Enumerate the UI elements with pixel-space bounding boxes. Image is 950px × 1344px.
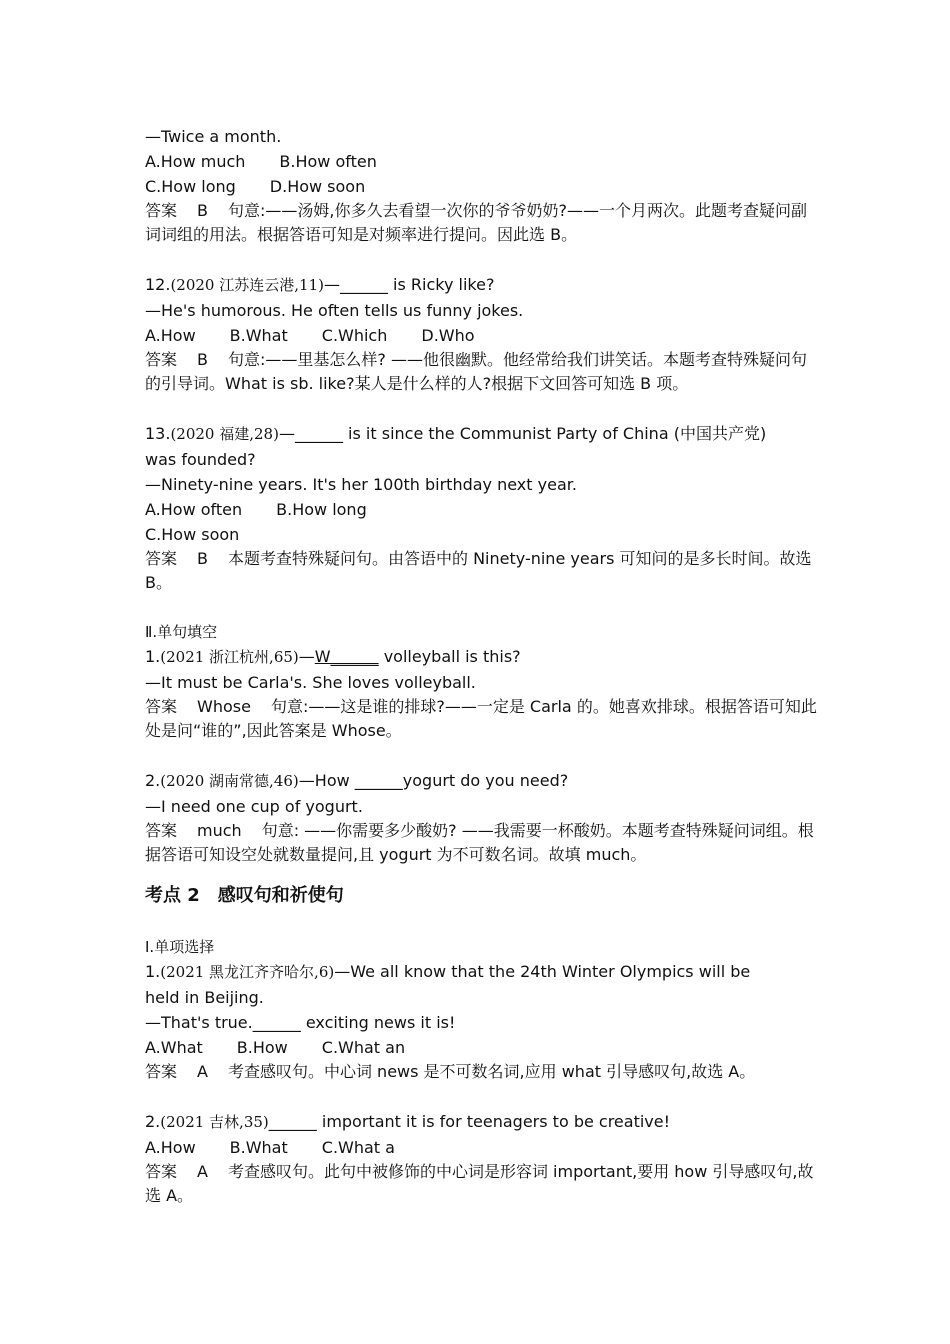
answer-key: B [197, 201, 208, 220]
answer-explanation: 句意:——汤姆,你多久去看望一次你的爷爷奶奶?——一个月两次。此题考查疑问副词词组的用法。根据答语可知是对频率进行提问。因此选 B。 [145, 201, 807, 244]
answer-label: 答案 [145, 821, 178, 840]
answer-label: 答案 [145, 1062, 178, 1081]
q11-answer [145, 199, 821, 247]
q11-option-a: A.How much [145, 152, 246, 171]
q13-option-b: B.How long [276, 500, 367, 519]
q12-option-b: B.What [229, 326, 288, 345]
q13-stem [145, 421, 825, 447]
q11-option-d: D.How soon [269, 177, 366, 196]
answer-key: B [197, 350, 208, 369]
question-text: —How ______yogurt do you need? [298, 771, 569, 790]
c2-options [145, 1135, 825, 1160]
q11-options-row2 [145, 174, 825, 199]
q13-reply: —Ninety-nine years. It's her 100th birthday next year. [145, 475, 577, 494]
f2-reply: —I need one cup of yogurt. [145, 797, 363, 816]
q13-options-row1 [145, 497, 825, 522]
c2-stem [145, 1109, 825, 1135]
f1-reply: —It must be Carla's. She loves volleyball. [145, 673, 476, 692]
answer-explanation: 考查感叹句。中心词 news 是不可数名词,应用 what 引导感叹句,故选 A。 [227, 1062, 756, 1081]
answer-explanation: 考查感叹句。此句中被修饰的中心词是形容词 important,要用 how 引导感叹句,故选 A。 [145, 1162, 814, 1205]
c1-option-c: C.What an [321, 1038, 406, 1057]
answer-key: B [197, 549, 208, 568]
c1-option-a: A.What [145, 1038, 203, 1057]
question-source: (2020 福建,28) [170, 425, 279, 443]
q12-option-a: A.How [145, 326, 196, 345]
answer-label: 答案 [145, 201, 178, 220]
q11-options-row1 [145, 149, 825, 174]
section-heading-choice: Ⅰ.单项选择 [145, 938, 215, 956]
question-text: —______ is it since the Communist Party of China (中国共产党) [278, 424, 767, 443]
q12-reply: —He's humorous. He often tells us funny jokes. [145, 301, 524, 320]
f2-stem [145, 768, 825, 794]
c2-option-a: A.How [145, 1138, 196, 1157]
q13-stem-cont: was founded? [145, 450, 256, 469]
question-number: 1. [145, 647, 161, 666]
c1-options [145, 1035, 825, 1060]
answer-explanation: 句意:——里基怎么样? ——他很幽默。他经常给我们讲笑话。本题考查特殊疑问句的引导词。What is sb. like?某人是什么样的人?根据下文回答可知选 B 项。 [145, 350, 807, 393]
question-number: 12. [145, 275, 171, 294]
c1-option-b: B.How [236, 1038, 288, 1057]
answer-key: A [197, 1062, 208, 1081]
question-number: 1. [145, 962, 161, 981]
q12-option-d: D.Who [421, 326, 475, 345]
section-heading-fill: Ⅱ.单句填空 [145, 623, 218, 641]
question-dash: — [298, 647, 315, 666]
question-number: 2. [145, 771, 161, 790]
q12-answer [145, 348, 821, 396]
q13-answer [145, 547, 821, 595]
c1-answer [145, 1060, 821, 1084]
f1-stem [145, 644, 825, 670]
answer-explanation: 本题考查特殊疑问句。由答语中的 Ninety-nine years 可知问的是多长时间。故选 B。 [145, 549, 812, 592]
question-source: (2021 浙江杭州,65) [160, 648, 299, 666]
answer-key: Whose [197, 697, 251, 716]
c2-option-b: B.What [229, 1138, 288, 1157]
c2-answer [145, 1160, 821, 1208]
question-text: ______ important it is for teenagers to be creative! [268, 1112, 671, 1131]
c1-reply: —That's true.______ exciting news it is! [145, 1013, 456, 1032]
answer-key: much [197, 821, 242, 840]
question-text: —We all know that the 24th Winter Olympics will be [334, 962, 751, 981]
answer-label: 答案 [145, 1162, 178, 1181]
c1-stem [145, 959, 825, 985]
q12-option-c: C.Which [321, 326, 388, 345]
worksheet-page [145, 124, 825, 1208]
q11-option-c: C.How long [145, 177, 236, 196]
question-source: (2021 黑龙江齐齐哈尔,6) [160, 963, 335, 981]
q11-option-b: B.How often [279, 152, 377, 171]
q13-option-a: A.How often [145, 500, 243, 519]
f1-answer [145, 695, 821, 743]
q12-stem [145, 272, 825, 298]
question-number: 2. [145, 1112, 161, 1131]
question-text: —______ is Ricky like? [323, 275, 495, 294]
answer-label: 答案 [145, 350, 178, 369]
f2-answer [145, 819, 821, 867]
c1-stem-cont: held in Beijing. [145, 988, 264, 1007]
question-blank: W______ [314, 647, 379, 666]
c2-option-c: C.What a [321, 1138, 395, 1157]
answer-key: A [197, 1162, 208, 1181]
point2-heading: 考点 2 感叹句和祈使句 [145, 885, 344, 906]
answer-label: 答案 [145, 697, 178, 716]
q12-options [145, 323, 825, 348]
question-source: (2020 江苏连云港,11) [170, 276, 324, 294]
question-source: (2021 吉林,35) [160, 1113, 269, 1131]
q11-reply: —Twice a month. [145, 127, 282, 146]
question-source: (2020 湖南常德,46) [160, 772, 299, 790]
answer-explanation: 句意:——这是谁的排球?——一定是 Carla 的。她喜欢排球。根据答语可知此处是问“谁的”,因此答案是 Whose。 [145, 697, 817, 740]
answer-label: 答案 [145, 549, 178, 568]
q13-option-c: C.How soon [145, 525, 240, 544]
question-number: 13. [145, 424, 171, 443]
answer-explanation: 句意: ——你需要多少酸奶? ——我需要一杯酸奶。本题考查特殊疑问词组。根据答语可知设空处就数量提问,且 yogurt 为不可数名词。故填 much。 [145, 821, 814, 864]
question-text: volleyball is this? [378, 647, 521, 666]
